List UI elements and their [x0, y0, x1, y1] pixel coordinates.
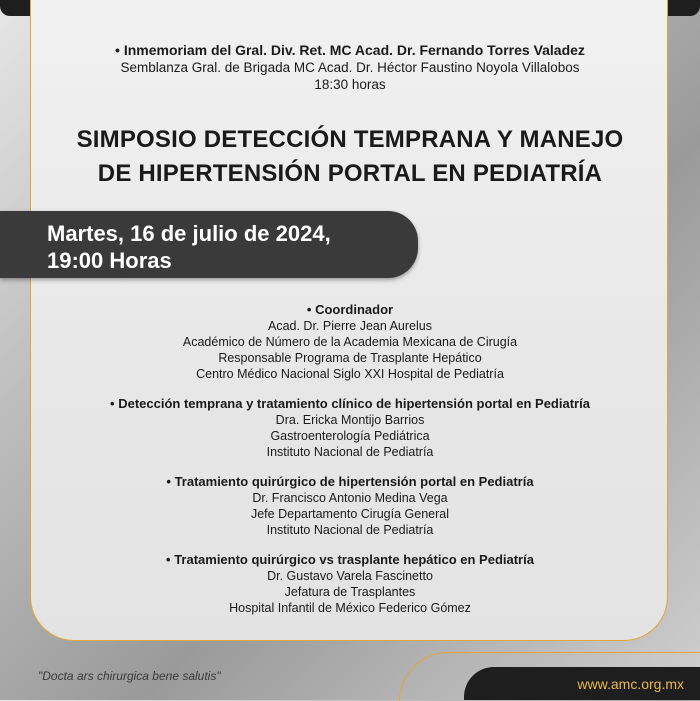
- website-link[interactable]: www.amc.org.mx: [577, 676, 684, 692]
- time-line: 19:00 Horas: [47, 248, 172, 273]
- section-line: Jefe Departamento Cirugía General: [250, 507, 450, 521]
- program-section-talk-3: [30, 552, 670, 616]
- section-line: Dr. Francisco Antonio Medina Vega: [252, 491, 448, 505]
- program-section-talk-1: [30, 396, 670, 460]
- date-text: [47, 220, 331, 274]
- date-banner: [0, 211, 418, 278]
- section-title: • Coordinador: [306, 302, 394, 317]
- section-title: • Detección temprana y tratamiento clínico de hipertensión portal en Pediatría: [110, 396, 590, 411]
- title-line-1: SIMPOSIO DETECCIÓN TEMPRANA Y MANEJO: [76, 126, 624, 153]
- section-line: Académico de Número de la Academia Mexicana de Cirugía: [182, 335, 518, 349]
- program-section-coordinator: [30, 302, 670, 382]
- section-line: Gastroenterología Pediátrica: [270, 429, 430, 443]
- program-section-talk-2: [30, 474, 670, 538]
- section-line: Instituto Nacional de Pediatría: [266, 445, 434, 459]
- section-line: Dr. Gustavo Varela Fascinetto: [267, 569, 433, 583]
- semblanza-line: Semblanza Gral. de Brigada MC Acad. Dr. Héctor Faustino Noyola Villalobos: [120, 60, 580, 75]
- section-title: • Tratamiento quirúrgico vs trasplante hepático en Pediatría: [166, 552, 534, 567]
- section-line: Jefatura de Trasplantes: [284, 585, 416, 599]
- url-footer: [464, 667, 700, 700]
- section-line: Centro Médico Nacional Siglo XXI Hospital de Pediatría: [196, 367, 504, 381]
- memoriam-time: 18:30 horas: [314, 77, 386, 92]
- motto-text: "Docta ars chirurgica bene salutis": [38, 669, 221, 683]
- symposium-title: [30, 123, 670, 191]
- date-line: Martes, 16 de julio de 2024,: [47, 221, 331, 246]
- section-line: Hospital Infantil de México Federico Gómez: [229, 601, 471, 615]
- section-title: • Tratamiento quirúrgico de hipertensión portal en Pediatría: [166, 474, 534, 489]
- memoriam-header: [30, 42, 670, 93]
- memoriam-line: • Inmemoriam del Gral. Div. Ret. MC Acad. Dr. Fernando Torres Valadez: [115, 42, 585, 58]
- title-line-2: DE HIPERTENSIÓN PORTAL EN PEDIATRÍA: [97, 160, 603, 187]
- program-list: [30, 302, 670, 630]
- section-line: Dra. Ericka Montijo Barrios: [275, 413, 425, 427]
- section-line: Responsable Programa de Trasplante Hepático: [218, 351, 482, 365]
- section-line: Acad. Dr. Pierre Jean Aurelus: [268, 319, 432, 333]
- section-line: Instituto Nacional de Pediatría: [266, 523, 434, 537]
